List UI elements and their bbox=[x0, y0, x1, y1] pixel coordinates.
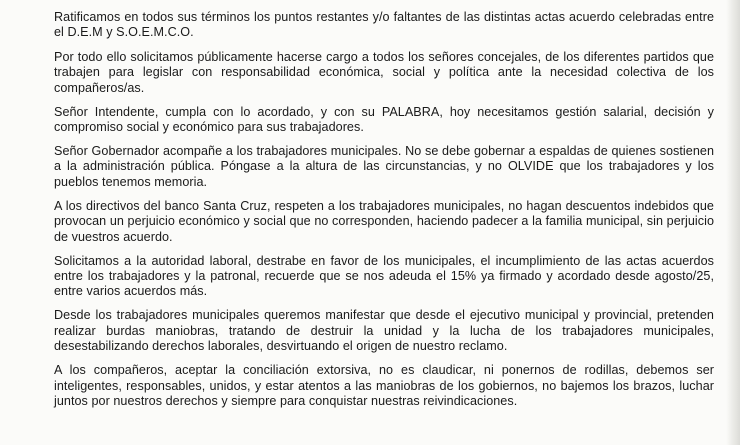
page-edge-shadow bbox=[726, 0, 740, 445]
paragraph-comrades: A los compañeros, aceptar la conciliación extorsiva, no es claudicar, ni ponernos de rodillas, debemos ser inteligentes, responsables, unidos, y estar atentos a las maniobras de los gobiernos, no bajemos los brazos, luchar juntos por nuestros derechos y siempre para conquistar nuestras reivindicaciones. bbox=[54, 363, 714, 409]
paragraph-bank: A los directivos del banco Santa Cruz, respeten a los trabajadores municipales, no hagan descuentos indebidos que provocan un perjuicio económico y social que no corresponden, haciendo padecer a la familia municipal, sin perjuicio de vuestros acuerdo. bbox=[54, 198, 714, 244]
document-body bbox=[54, 10, 714, 418]
paragraph-governor: Señor Gobernador acompañe a los trabajadores municipales. No se debe gobernar a espaldas de quienes sostienen a la administración pública. Póngase a la altura de las circunstancias, y no OLVIDE que los trabajadores y los pueblos tenemos memoria. bbox=[54, 144, 714, 189]
paragraph-ratification: Ratificamos en todos sus términos los puntos restantes y/o faltantes de las distintas actas acuerdo celebradas entre el D.E.M y S.O.E.M.C.O. bbox=[54, 10, 714, 40]
paragraph-workers-statement: Desde los trabajadores municipales queremos manifestar que desde el ejecutivo municipal y provincial, pretenden realizar burdas maniobras, tratando de destruir la unidad y la lucha de los trabajadores municipales, desestabilizando derechos laborales, desvirtuando el origen de nuestro reclamo. bbox=[54, 308, 714, 354]
paragraph-councillors: Por todo ello solicitamos públicamente hacerse cargo a todos los señores concejales, de los diferentes partidos que trabajen para legislar con responsabilidad económica, social y política ante la necesidad colectiva de los compañeros/as. bbox=[54, 49, 714, 95]
paragraph-mayor: Señor Intendente, cumpla con lo acordado, y con su PALABRA, hoy necesitamos gestión salarial, decisión y compromiso social y económico para sus trabajadores. bbox=[54, 104, 714, 135]
paragraph-labor-authority: Solicitamos a la autoridad laboral, destrabe en favor de los municipales, el incumplimiento de las actas acuerdos entre los trabajadores y la patronal, recuerde que se nos adeuda el 15% ya firmado y acordado desde agosto/25, entre varios acuerdos más. bbox=[54, 253, 714, 299]
